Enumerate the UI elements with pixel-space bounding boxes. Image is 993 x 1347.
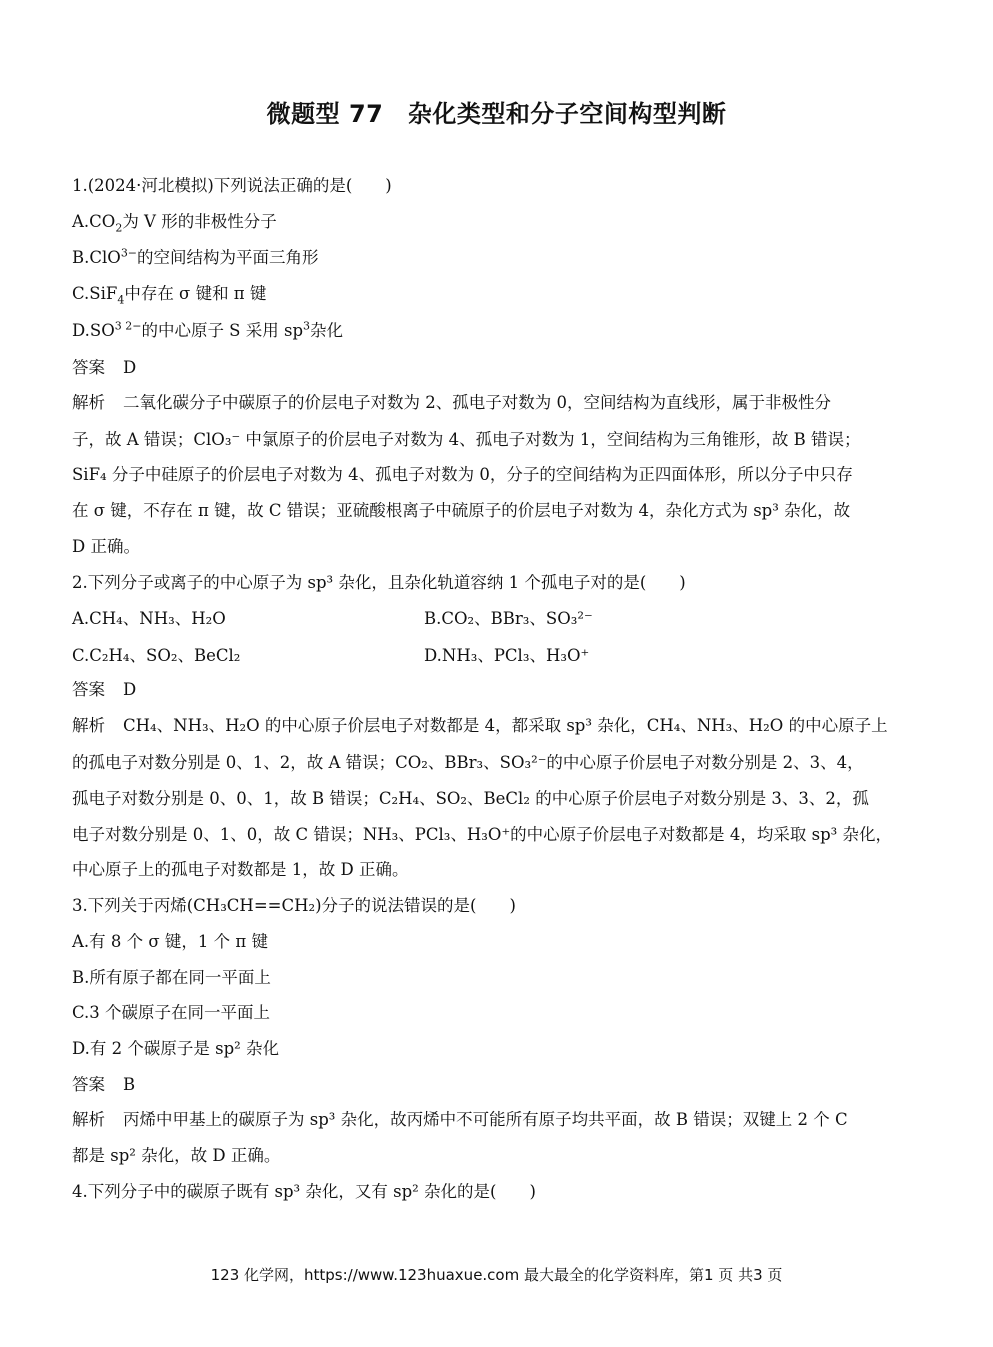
question-4-stem: 4.下列分子中的碳原子既有 sp³ 杂化，又有 sp² 杂化的是( ) xyxy=(72,1182,536,1201)
analysis-label: 解析 xyxy=(72,716,105,735)
question-3-option-b: B.所有原子都在同一平面上 xyxy=(72,968,271,987)
question-1-option-a: $A.CO_2$为 V 形的非极性分子 xyxy=(72,212,277,235)
question-3-option-a: A.有 8 个 σ 键，1 个 π 键 xyxy=(72,932,268,951)
question-3-analysis-line-2: 都是 sp² 杂化，故 D 正确。 xyxy=(72,1146,281,1165)
answer-value: D xyxy=(123,358,137,377)
question-2-option-c: C.C₂H₄、SO₂、BeCl₂ xyxy=(72,646,241,665)
analysis-label: 解析 xyxy=(72,393,105,412)
question-1-option-d: $D.SO^{3 2-}$的中心原子 S 采用 $sp^3$杂化 xyxy=(72,319,344,340)
question-1-analysis-line-4: 在 σ 键，不存在 π 键，故 C 错误；亚硫酸根离子中硫原子的价层电子对数为 4，杂化方式为 sp³ 杂化，故 xyxy=(72,501,851,520)
answer-label: 答案 xyxy=(72,1075,105,1094)
question-2-analysis-line-2: 的孤电子对数分别是 0、1、2，故 A 错误；CO₂、BBr₃、SO₃²⁻的中心原子价层电子对数分别是 2、3、4， xyxy=(72,753,864,772)
answer-value: D xyxy=(123,680,137,699)
question-3-answer xyxy=(72,1073,923,1097)
question-1-option-c: C.SiF$_4$中存在 σ 键和 π 键 xyxy=(72,284,267,307)
question-2-options-row-2 xyxy=(72,644,923,668)
question-3-option-c: C.3 个碳原子在同一平面上 xyxy=(72,1003,271,1022)
question-1-analysis-line-2: 子，故 A 错误；ClO₃⁻ 中氯原子的价层电子对数为 4、孤电子对数为 1，空间结构为三角锥形，故 B 错误； xyxy=(72,430,861,449)
question-1-analysis-line-3: SiF₄ 分子中硅原子的价层电子对数为 4、孤电子对数为 0，分子的空间结构为正四面体形，所以分子中只存 xyxy=(72,465,853,484)
question-2-option-b: B.CO₂、BBr₃、SO₃²⁻ xyxy=(424,609,593,628)
question-2-analysis-line-5: 中心原子上的孤电子对数都是 1，故 D 正确。 xyxy=(72,860,409,879)
answer-label: 答案 xyxy=(72,358,105,377)
page-footer: 123 化学网，https://www.123huaxue.com 最大最全的化学资料库，第1 页 共3 页 xyxy=(210,1266,783,1284)
question-1-analysis-line-5: D 正确。 xyxy=(72,537,140,556)
answer-label: 答案 xyxy=(72,680,105,699)
analysis-label: 解析 xyxy=(72,1110,105,1129)
question-3-stem: 3.下列关于丙烯(CH₃CH==CH₂)分子的说法错误的是( ) xyxy=(72,896,516,915)
question-2-stem: 2.下列分子或离子的中心原子为 sp³ 杂化，且杂化轨道容纳 1 个孤电子对的是( ) xyxy=(72,573,686,592)
question-1-option-b: B.ClO$^{3-}$的空间结构为平面三角形 xyxy=(72,246,319,267)
question-3-analysis-line-1: 解析 丙烯中甲基上的碳原子为 sp³ 杂化，故丙烯中不可能所有原子均共平面，故 B 错误；双键上 2 个 C xyxy=(72,1110,848,1129)
question-1-analysis-line-1: 解析 二氧化碳分子中碳原子的价层电子对数为 2、孤电子对数为 0，空间结构为直线形，属于非极性分 xyxy=(72,393,831,412)
question-2-option-a: A.CH₄、NH₃、H₂O xyxy=(72,609,226,628)
answer-value: B xyxy=(123,1075,136,1094)
question-2-answer xyxy=(72,678,923,702)
question-2-option-d: D.NH₃、PCl₃、H₃O⁺ xyxy=(424,646,590,665)
question-1-answer xyxy=(72,356,923,380)
question-2-options-row-1 xyxy=(72,607,923,631)
question-2-analysis-line-3: 孤电子对数分别是 0、0、1，故 B 错误；C₂H₄、SO₂、BeCl₂ 的中心原子价层电子对数分别是 3、3、2，孤 xyxy=(72,789,869,808)
question-3-option-d: D.有 2 个碳原子是 sp² 杂化 xyxy=(72,1039,280,1058)
page-title: 微题型 77 杂化类型和分子空间构型判断 xyxy=(266,100,727,128)
question-1-stem: 1.(2024·河北模拟)下列说法正确的是( ) xyxy=(72,176,392,195)
question-2-analysis-line-1: 解析 CH₄、NH₃、H₂O 的中心原子价层电子对数都是 4，都采取 sp³ 杂化，CH₄、NH₃、H₂O 的中心原子上 xyxy=(72,716,888,735)
question-2-analysis-line-4: 电子对数分别是 0、1、0，故 C 错误；NH₃、PCl₃、H₃O⁺的中心原子价层电子对数都是 4，均采取 sp³ 杂化， xyxy=(72,825,893,844)
